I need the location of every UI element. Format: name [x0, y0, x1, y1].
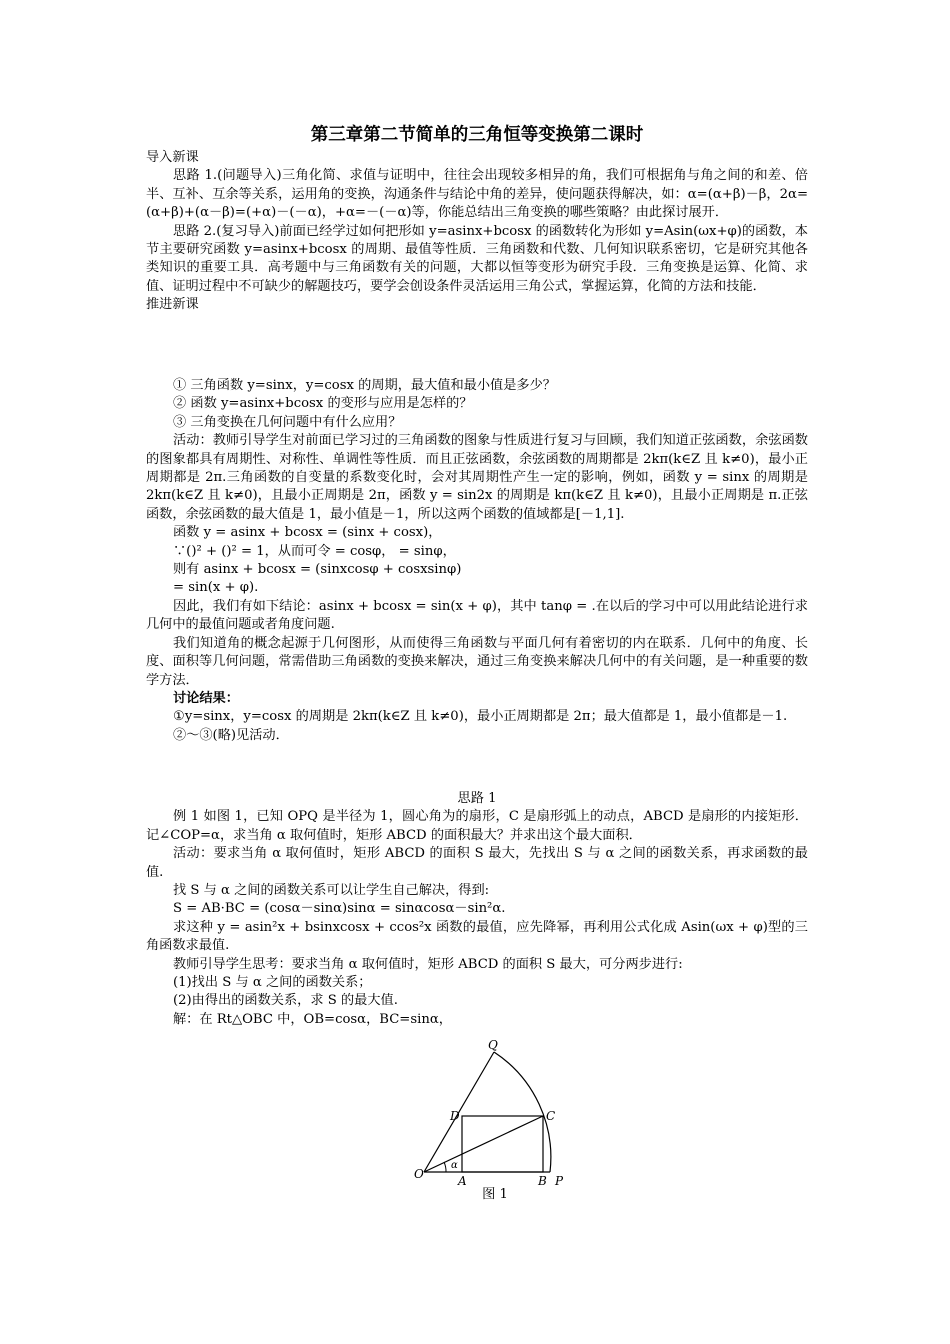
example-1-paragraph: 例 1 如图 1，已知 OPQ 是半径为 1，圆心角为的扇形，C 是扇形弧上的动点，ABCD 是扇形的内接矩形．记∠COP=α，求当角 α 取何值时，矩形 ABCD 的面积最大？并求出这个最大面积．: [146, 809, 808, 843]
discussion-heading: 讨论结果：: [173, 690, 239, 706]
example-section: [146, 790, 808, 1029]
label-O: O: [414, 1167, 424, 1181]
line-OC: [424, 1116, 543, 1172]
label-D: D: [450, 1109, 460, 1123]
new-lesson-heading: 推进新课: [146, 297, 199, 313]
questions-section: [146, 377, 808, 745]
angle-arc: [444, 1162, 446, 1172]
discussion-result-1: ①y=sinx，y=cosx 的周期是 2kπ(k∈Z 且 k≠0)，最小正周期都是 2π；最大值都是 1，最小值都是－1.: [173, 709, 788, 725]
solution-line: 解：在 Rt△OBC 中，OB=cosα，BC=sinα，: [173, 1011, 452, 1027]
intro-heading: 导入新课: [146, 150, 199, 165]
idea-2-paragraph: 思路 2.(复习导入)前面已经学过如何把形如 y=asinx+bcosx 的函数转化为形如 y=Asin(ωx+φ)的函数，本节主要研究函数 y=asinx+bcosx 的周期、最值等性质．三角函数和代数、几何知识联系密切，它是研究其他各类知识的重要工具．高考题中与三角函数有关的问题，大都以恒等变形为研究手段．三角变换是运算、化简、求值、证明过程中不可缺少的解题技巧，要学会创设条件灵活运用三角公式，掌握运算，化简的方法和技能．: [146, 223, 808, 294]
teacher-guide-paragraph: 教师引导学生思考：要求当角 α 取何值时，矩形 ABCD 的面积 S 最大，可分两步进行:: [173, 956, 683, 972]
question-3: ③ 三角变换在几何问题中有什么应用？: [173, 414, 402, 430]
find-line: 找 S 与 α 之间的函数关系可以让学生自己解决，得到:: [173, 883, 490, 899]
formula-line-4: = sin(x + φ).: [173, 580, 259, 596]
step-2: (2)由得出的函数关系，求 S 的最大值.: [173, 993, 398, 1009]
step-1: (1)找出 S 与 α 之间的函数关系；: [173, 975, 372, 991]
question-1: ① 三角函数 y=sinx，y=cosx 的周期，最大值和最小值是多少？: [173, 378, 556, 393]
formula-line-1: 函数 y = asinx + bcosx = (sinx + cosx)，: [173, 525, 442, 541]
activity-2-paragraph: 活动：要求当角 α 取何值时，矩形 ABCD 的面积 S 最大，先找出 S 与 α 之间的函数关系，再求函数的最值.: [146, 846, 808, 880]
arc-QP: [494, 1052, 551, 1172]
activity-paragraph: 活动：教师引导学生对前面已学习过的三角函数的图象与性质进行复习与回顾，我们知道正弦函数，余弦函数的图象都具有周期性、对称性、单调性等性质．而且正弦函数，余弦函数的周期都是 2kπ(k∈Z 且 k≠0)，最小正周期都是 2π.三角函数的自变量的系数变化时，会对其周期性产生一定的影响，例如，函数 y = sinx 的周期是 2kπ(k∈Z 且 k≠0)，且最小正周期是 2π，函数 y = sin2x 的周期是 kπ(k∈Z 且 k≠0)，且最小正周期是 π.正弦函数，余弦函数的最大值是 1，最小值是－1，所以这两个函数的值域都是[－1,1].: [146, 433, 808, 522]
question-2: ② 函数 y=asinx+bcosx 的变形与应用是怎样的？: [173, 396, 473, 412]
figure-caption: 图 1: [482, 1187, 508, 1202]
label-Q: Q: [488, 1040, 498, 1052]
rectangle-ABCD: [462, 1116, 543, 1172]
conclusion-paragraph: 因此，我们有如下结论：asinx + bcosx = sin(x + φ)，其中 tanφ = .在以后的学习中可以用此结论进行求几何中的最值问题或者角度问题.: [146, 598, 808, 633]
geometry-paragraph: 我们知道角的概念起源于几何图形，从而使得三角函数与平面几何有着密切的内在联系．几何中的角度、长度、面积等几何问题，常需借助三角函数的变换来解决，通过三角变换来解决几何中的有关问题，是一种重要的数学方法．: [146, 635, 808, 688]
label-P: P: [555, 1174, 564, 1188]
idea-center-heading: 思路 1: [457, 791, 497, 806]
area-formula: S = AB·BC = (cosα－sinα)sinα = sinαcosα－sin²α.: [173, 901, 506, 917]
idea-1-paragraph: 思路 1.(问题导入)三角化简、求值与证明中，往往会出现较多相异的角，我们可根据角与角之间的和差、倍半、互补、互余等关系，运用角的变换，沟通条件与结论中角的差异，使问题获得解决，如：α=(α+β)－β，2α=(α+β)+(α－β)=(+α)－(－α)，+α=－(－α)等，你能总结出三角变换的哪些策略？由此探讨展开．: [146, 168, 808, 221]
sector-figure: [410, 1040, 580, 1210]
label-B: B: [538, 1174, 547, 1188]
intro-section: [146, 149, 808, 315]
formula-line-2: ∵()² + ()² = 1，从而可令 = cosφ， = sinφ，: [173, 543, 456, 559]
discussion-result-2: ②～③(略)见活动．: [173, 727, 289, 743]
page-title: 第三章第二节简单的三角恒等变换第二课时: [310, 125, 644, 145]
formula-line-3: 则有 asinx + bcosx = (sinxcosφ + cosxsinφ): [173, 562, 462, 578]
label-A: A: [458, 1174, 467, 1188]
max-method-paragraph: 求这种 y = asin²x + bsinxcosx + ccos²x 函数的最值，应先降幂，再利用公式化成 Asin(ωx + φ)型的三角函数求最值.: [146, 919, 808, 954]
label-alpha: α: [451, 1160, 458, 1171]
label-C: C: [546, 1109, 556, 1123]
